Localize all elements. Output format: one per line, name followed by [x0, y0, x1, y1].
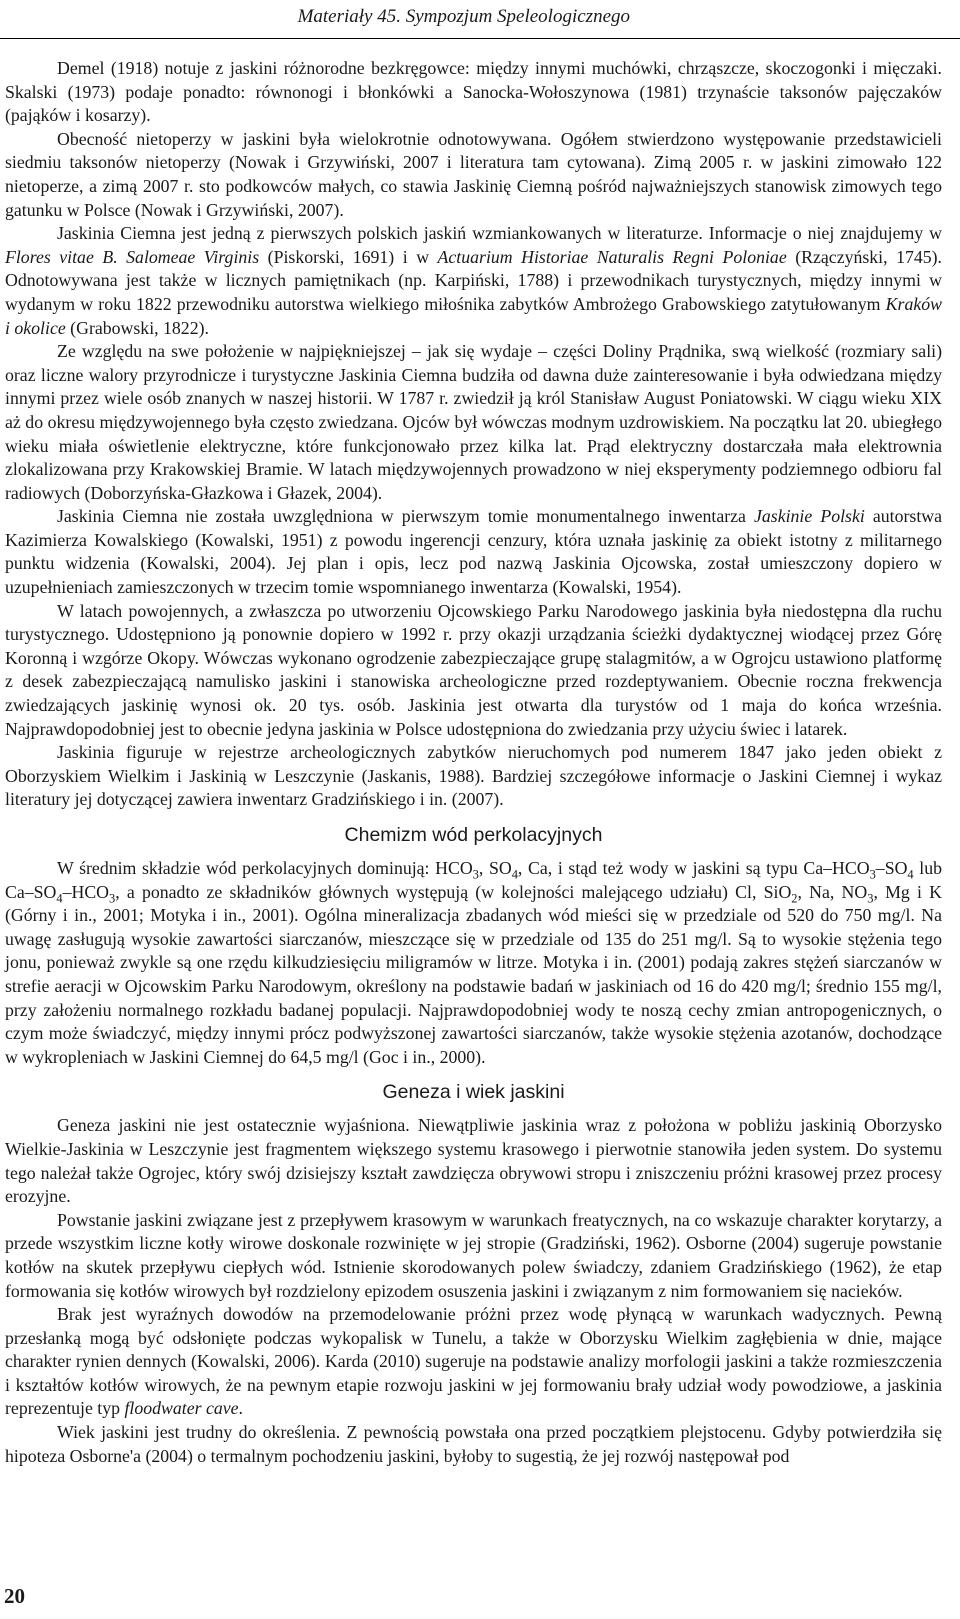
text-run: –HCO — [62, 881, 110, 902]
paragraph — [5, 222, 942, 340]
text-run: . — [238, 1398, 243, 1419]
subscript: 3 — [869, 867, 876, 882]
italic-title: Actuarium Historiae Naturalis Regni Poloniae — [437, 246, 787, 267]
text-run: autorstwa Kazimierza Kowalskiego (Kowalski, 1951) z powodu ingerencji cenzury, która uznała jaskinię za obiekt istotny z militarnego punktu widzenia (Kowalski, 2004). Jej plan i opis, lecz pod nazwą Jaskinia Ojcowska, został umieszczony dopiero w uzupełnieniach zamieszczonych w trzecim tomie wspomnianego inwentarza (Kowalski, 1954). — [5, 506, 942, 598]
text-run: (Piskorski, 1691) i w — [259, 246, 438, 267]
text-run: (Grabowski, 1822). — [65, 317, 209, 338]
page-number: 20 — [4, 1584, 25, 1608]
body-text — [5, 57, 942, 1468]
text-run: –SO — [875, 858, 908, 878]
text-run: Jaskinia Ciemna jest jedną z pierwszych polskich jaskiń wzmiankowanych w literaturze. Informacje o niej znajdujemy w — [57, 223, 942, 244]
section-heading-chemistry: Chemizm wód perkolacyjnych — [344, 824, 603, 846]
paragraph — [5, 857, 942, 1069]
italic-title: Flores vitae B. Salomeae Virginis — [5, 246, 260, 267]
subscript: 3 — [109, 891, 116, 906]
text-run: , Mg i K (Górny i in., 2001; Motyka i in., 2001). Ogólna mineralizacja zbadanych wód mieści się w przedziale od 520 do 750 mg/l. Na uwagę zasługują wysokie zawartości siarczanów, mieszczące się w przedziale od 135 do 251 mg/l. Są to wysokie stężenia tego jonu, ponieważ zwykle są one rzędu kilkudziesięciu miligramów w litrze. Motyka i in. (2001) podają zakres stężeń siarczanów w strefie aeracji w Ojcowskim Parku Narodowym, określony na podstawie badań w jaskiniach od 16 do 420 mg/l; średnio 155 mg/l, przy założeniu normalnego rozkładu badanej populacji. Najprawdopodobniej wody te noszą cechy zmian antropogenicznych, o czym może świadczyć, między innymi prócz podwyższonej zawartości siarczanów, także wysokie stężenia azotanów, dochodzące w wykropleniach w Jaskini Ciemnej do 64,5 mg/l (Goc i in., 2000). — [5, 881, 942, 1067]
paragraph: W latach powojennych, a zwłaszcza po utworzeniu Ojcowskiego Parku Narodowego jaskinia była niedostępna dla ruchu turystycznego. Udostępniono ją ponownie dopiero w 1992 r. przy okazji urządzania ścieżki dydaktycznej wiodącej przez Górę Koronną i wzgórze Okopy. Wówczas wykonano ogrodzenie zabezpieczające grupę stalagmitów, a w Ogrojcu ustawiono platformę z desek zabezpieczającą namulisko jaskini i stanowiska archeologiczne przed rozdeptywaniem. Obecnie roczna frekwencja zwiedzających jaskinię wynosi ok. 20 tys. osób. Jaskinia jest otwarta dla turystów od 1 maja do końca września. Najprawdopodobniej jest to obecnie jedyna jaskinia w Polsce udostępniona do zwiedzania przy użyciu świec i latarek. — [5, 600, 942, 739]
text-run: (Rzączyński, 1745). Odnotowywana jest także w licznych pamiętnikach (np. Karpiński, 1788) i przewodnikach turystycznych, między innymi w wydanym w roku 1822 przewodniku autorstwa wielkiego miłośnika zabytków Ambrożego Grabowskiego zatytułowanym — [5, 246, 943, 314]
paragraph — [5, 1303, 942, 1421]
paragraph: Geneza jaskini nie jest ostatecznie wyjaśniona. Niewątpliwie jaskinia wraz z położona w pobliżu jaskinią Oborzysko Wielkie-Jaskinia w Leszczynie jest fragmentem większego systemu krasowego i pierwotnie stanowiła jeden system. Do systemu tego należał także Ogrojec, który swój dzisiejszy kształt zawdzięcza obrywowi stropu i zniszczeniu próżni krasowej przez procesy erozyjne. — [5, 1115, 942, 1207]
subscript: 3 — [867, 891, 874, 906]
text-run: , Na, NO — [797, 881, 868, 902]
italic-title: Jaskinie Polski — [754, 506, 865, 527]
subscript: 2 — [791, 891, 798, 906]
subscript: 3 — [472, 867, 479, 882]
paragraph: Wiek jaskini jest trudny do określenia. Z pewnością powstała ona przed początkiem plejstocenu. Gdyby potwierdziła się hipoteza Osborne'a (2004) o termalnym pochodzeniu jaskini, byłoby to sugestią, że jej rozwój następował pod — [5, 1422, 942, 1466]
paragraph: Powstanie jaskini związane jest z przepływem krasowym w warunkach freatycznych, na co wskazuje charakter korytarzy, a przede wszystkim liczne kotły wirowe doskonale rozwinięte w jej stropie (Gradziński, 1962). Osborne (2004) sugeruje powstanie kotłów na skutek przepływu ciepłych wód. Istnienie skorodowanych polew świadczy, zdaniem Gradzińskiego (1962), że etap formowania się kotłów wirowych był rozdzielony epizodem osuszenia jaskini i związanym z nim formowaniem się nacieków. — [5, 1209, 942, 1301]
paragraph — [5, 505, 942, 599]
subscript: 4 — [511, 867, 518, 882]
running-header-title: Materiały 45. Sympozjum Speleologicznego — [297, 6, 630, 27]
text-run: Jaskinia Ciemna nie została uwzględniona w pierwszym tomie monumentalnego inwentarza — [57, 506, 754, 527]
subscript: 4 — [907, 867, 914, 882]
italic-title: Kraków i okolice — [5, 293, 942, 338]
paragraph: Obecność nietoperzy w jaskini była wielokrotnie odnotowywana. Ogółem stwierdzono występowanie przedstawicieli siedmiu taksonów nietoperzy (Nowak i Grzywiński, 2007 i literatura tam cytowana). Zimą 2005 r. w jaskini zimowało 122 nietoperze, a zimą 2007 r. sto podkowców małych, co stawia Jaskinię Ciemną pośród najważniejszych stanowisk zimowych tego gatunku w Polsce (Nowak i Grzywiński, 2007). — [5, 128, 942, 220]
italic-term: floodwater cave — [124, 1398, 239, 1419]
header-rule — [0, 38, 960, 39]
text-run: Brak jest wyraźnych dowodów na przemodelowanie próżni przez wodę płynącą w warunkach wadycznych. Pewną przesłanką mogą być odsłonięte podczas wykopalisk w Tunelu, a także w Oborzysku Wielkim zagłębienia w dnie, mające charakter rynien dennych (Kowalski, 2006). Karda (2010) sugeruje na podstawie analizy morfologii jaskini a także rozmieszczenia i kształtów kotłów wirowych, że na pewnym etapie rozwoju jaskini w jej formowaniu brały udział wody powodziowe, a jaskinia reprezentuje typ — [5, 1304, 942, 1419]
section-heading-genesis: Geneza i wiek jaskini — [382, 1081, 565, 1104]
running-header — [0, 4, 960, 30]
subscript: 4 — [56, 891, 63, 906]
text-run: W średnim składzie wód perkolacyjnych dominują: HCO — [57, 858, 473, 878]
paragraph: Demel (1918) notuje z jaskini różnorodne bezkręgowce: między innymi muchówki, chrząszcze, skoczogonki i mięczaki. Skalski (1973) podaje ponadto: równonogi i błonkówki a Sanocka-Wołoszynowa (1981) trzynaście taksonów pajęczaków (pająków i kosarzy). — [5, 58, 942, 126]
text-run: , Ca, i stąd też wody w jaskini są typu Ca–HCO — [517, 858, 870, 878]
paragraph: Ze względu na swe położenie w najpiękniejszej – jak się wydaje – części Doliny Prądnika, swą wielkość (rozmiary sali) oraz liczne walory przyrodnicze i turystyczne Jaskinia Ciemna budziła od dawna duże zainteresowanie i była odwiedzana między innymi przez wiele osób znanych w naszej historii. W 1787 r. zwiedził ją król Stanisław August Poniatowski. W ciągu wieku XIX aż do okresu międzywojennego była często zwiedzana. Ojców był wówczas modnym uzdrowiskiem. Na początku lat 20. ubiegłego wieku miała oświetlenie elektryczne, które funkcjonowało przez kilka lat. Prąd elektryczny dostarczała mała elektrownia zlokalizowana przy Krakowskiej Bramie. W latach międzywojennych prowadzono w niej eksperymenty podziemnego odbioru fal radiowych (Doborzyńska-Głazkowa i Głazek, 2004). — [5, 341, 942, 503]
text-run: , a ponadto ze składników głównych występują (w kolejności malejącego udziału) Cl, SiO — [115, 881, 792, 902]
text-run: , SO — [478, 858, 512, 878]
paragraph: Jaskinia figuruje w rejestrze archeologicznych zabytków nieruchomych pod numerem 1847 jako jeden obiekt z Oborzyskiem Wielkim i Jaskinią w Leszczynie (Jaskanis, 1988). Bardziej szczegółowe informacje o Jaskini Ciemnej i wykaz literatury jej dotyczącej zawiera inwentarz Gradzińskiego i in. (2007). — [5, 742, 942, 810]
text-run: lub Ca–SO — [5, 858, 942, 902]
